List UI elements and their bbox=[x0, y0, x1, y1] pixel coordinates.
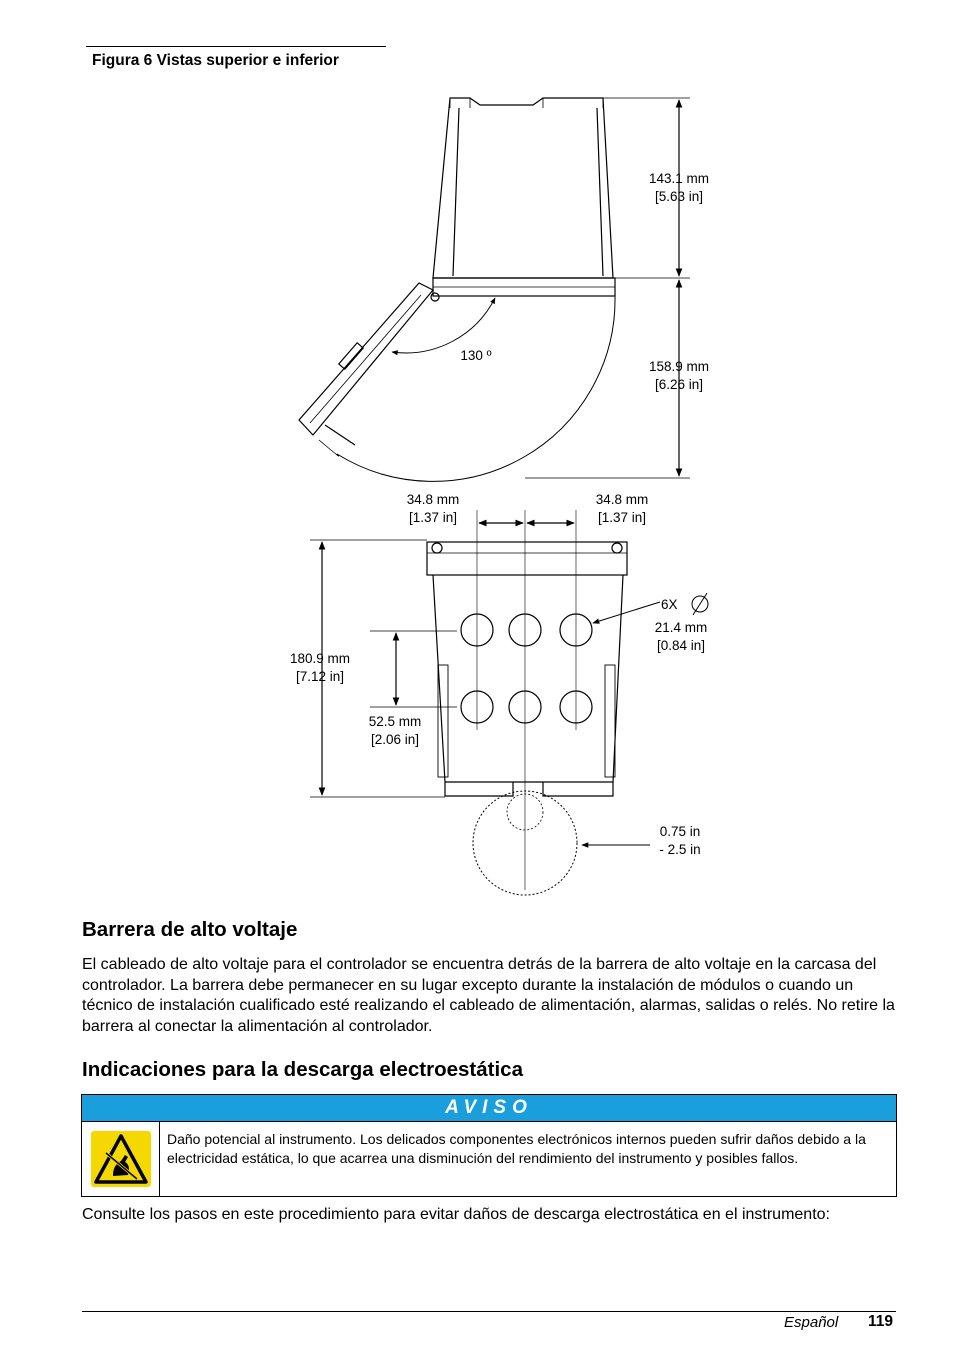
technical-drawing bbox=[195, 90, 780, 890]
notice-header: AVISO bbox=[82, 1095, 896, 1122]
enclosure-dimension-drawing bbox=[195, 90, 780, 890]
notice-icon-cell bbox=[82, 1122, 160, 1196]
esd-heading: Indicaciones para la descarga electroestática bbox=[82, 1058, 523, 1081]
cable-diameter-label: 0.75 in - 2.5 in bbox=[659, 824, 701, 857]
notice-box bbox=[81, 1094, 897, 1197]
overall-height-label: 180.9 mm [7.12 in] bbox=[289, 651, 351, 684]
notice-text: Daño potencial al instrumento. Los delicados componentes electrónicos internos pueden sufrir daños debido a la electricidad estática, lo que acarrea una disminución del rendimiento del instrumento y posibles fallos. bbox=[167, 1131, 866, 1166]
esd-paragraph: Consulte los pasos en este procedimiento para evitar daños de descarga electrostática en el instrumento: bbox=[82, 1206, 830, 1223]
door-height-label: 158.9 mm [6.26 in] bbox=[648, 359, 710, 392]
top-height-label: 143.1 mm [5.63 in] bbox=[648, 171, 710, 204]
figure-caption-rule bbox=[86, 46, 386, 47]
hole-count-label: 6X bbox=[661, 597, 678, 612]
right-spacing-label: 34.8 mm [1.37 in] bbox=[595, 492, 649, 525]
footer-rule bbox=[82, 1311, 896, 1312]
figure-caption: Figura 6 Vistas superior e inferior bbox=[92, 52, 339, 69]
left-spacing-label: 34.8 mm [1.37 in] bbox=[406, 492, 460, 525]
diameter-symbol bbox=[692, 593, 708, 615]
barrier-heading: Barrera de alto voltaje bbox=[82, 918, 298, 941]
angle-label: 130 º bbox=[460, 348, 492, 363]
page-number: 119 bbox=[868, 1313, 894, 1330]
footer-language: Español bbox=[784, 1314, 839, 1331]
hole-diameter-label: 21.4 mm [0.84 in] bbox=[654, 620, 708, 653]
row-spacing-label: 52.5 mm [2.06 in] bbox=[368, 714, 422, 747]
esd-warning-icon bbox=[91, 1131, 151, 1187]
barrier-paragraph: El cableado de alto voltaje para el controlador se encuentra detrás de la barrera de alto voltaje en la carcasa del controlador. La barrera debe permanecer en su lugar excepto durante la instalación de módulos o cuando un técnico de instalación cualificado esté realizando el cableado de alimentación, alarmas, salidas o relés. No retire la barrera al conectar la alimentación al controlador. bbox=[82, 956, 895, 1035]
